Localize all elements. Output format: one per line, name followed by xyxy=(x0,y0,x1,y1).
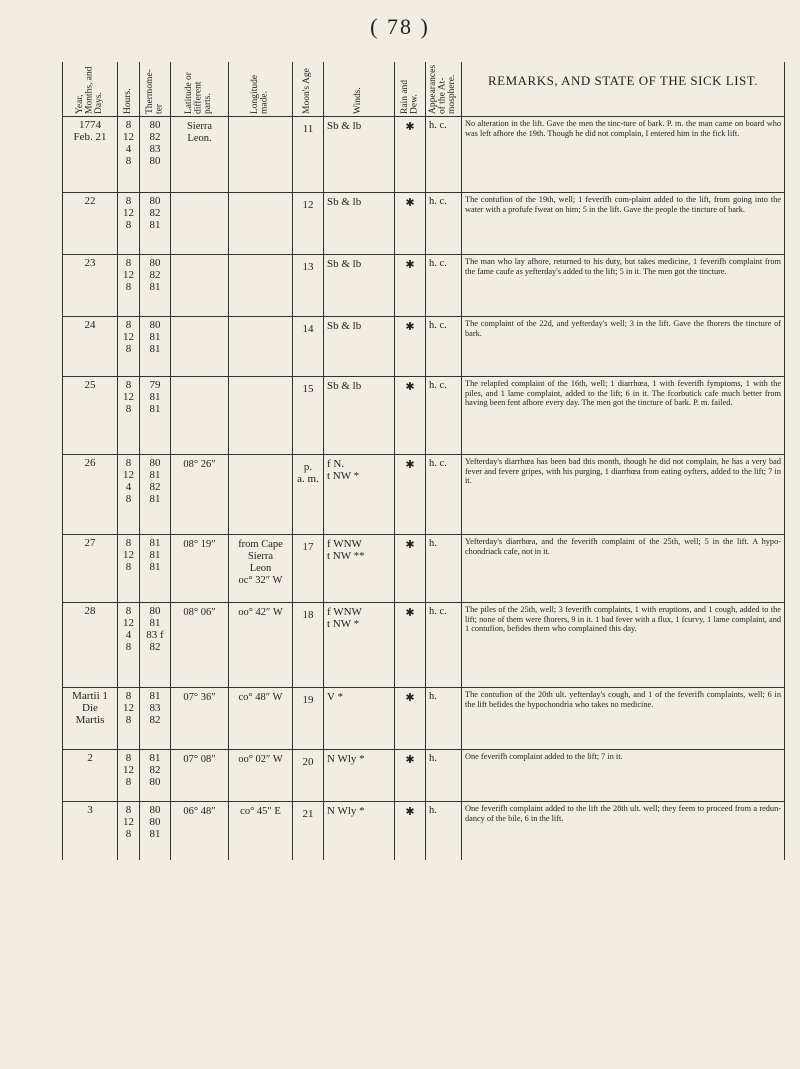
thermometer-cell-value: 83 f xyxy=(146,629,164,641)
hours-cell-value: 8 xyxy=(125,605,132,617)
hours-cell-value: 8 xyxy=(125,319,132,331)
longitude-cell xyxy=(229,193,293,255)
thermometer-cell-value: 82 xyxy=(149,131,161,143)
winds-cell: f WNW t NW * xyxy=(324,603,395,688)
rain-dew-cell: ✱ xyxy=(395,455,426,535)
winds-cell: f WNW t NW ** xyxy=(324,535,395,603)
thermometer-cell-value: 81 xyxy=(149,561,161,573)
thermometer-cell-value: 82 xyxy=(149,269,161,281)
thermometer-cell-value: 79 xyxy=(149,379,161,391)
rain-dew-cell: ✱ xyxy=(395,117,426,193)
header-latitude: Latitude or different parts. xyxy=(171,62,229,117)
remarks-cell: The contufion of the 20th ult. yefterday's cough, and 1 of the feverifh complaints, well; 6 in the lift befides the hypochondria who takes no medicine. xyxy=(462,688,785,750)
appearance-cell: h. xyxy=(426,750,462,802)
remarks-cell: One feverifh complaint added to the lift the 28th ult. well; they feem to proceed from a redun-dancy of the bile, 6 in the lift. xyxy=(462,802,785,860)
rain-dew-cell: ✱ xyxy=(395,377,426,455)
longitude-cell: co° 48″ W xyxy=(229,688,293,750)
thermometer-cell-value: 81 xyxy=(149,549,161,561)
hours-cell xyxy=(118,802,140,860)
thermometer-cell-value: 80 xyxy=(149,319,161,331)
header-hours: Hours. xyxy=(118,62,140,117)
rain-dew-cell: ✱ xyxy=(395,317,426,377)
remarks-cell: The relapfed complaint of the 16th, well; 1 diarrhœa, 1 with feverifh fymptoms, 1 with the piles, and 1 lame complaint, added to the lift; 6 in it. The fcorbutick cafe much better from having been fent afhore every day. The men got the tincture of bark. P. m. failed. xyxy=(462,377,785,455)
thermometer-cell-value: 81 xyxy=(149,752,161,764)
latitude-cell xyxy=(171,377,229,455)
moon-age-cell: 13 xyxy=(293,255,324,317)
header-rain: Rain and Dew. xyxy=(395,62,426,117)
hours-cell-value: 4 xyxy=(125,629,132,641)
thermometer-cell-value: 81 xyxy=(149,690,161,702)
hours-cell xyxy=(118,535,140,603)
hours-cell-value: 8 xyxy=(125,219,132,231)
thermometer-cell xyxy=(140,193,171,255)
hours-cell-value: 12 xyxy=(123,391,134,403)
weather-sick-list-table xyxy=(62,62,784,840)
appearance-cell: h. c. xyxy=(426,255,462,317)
date-cell: 28 xyxy=(63,603,118,688)
moon-age-cell: 11 xyxy=(293,117,324,193)
hours-cell-value: 8 xyxy=(125,457,132,469)
hours-cell xyxy=(118,317,140,377)
thermometer-cell-value: 80 xyxy=(149,816,161,828)
hours-cell-value: 8 xyxy=(125,155,132,167)
table-row xyxy=(63,750,785,802)
thermometer-cell-value: 82 xyxy=(149,481,161,493)
winds-cell: Sb & lb xyxy=(324,317,395,377)
longitude-cell xyxy=(229,317,293,377)
page-number: ( 78 ) xyxy=(370,14,430,39)
thermometer-cell xyxy=(140,688,171,750)
hours-cell-value: 8 xyxy=(125,403,132,415)
winds-cell: N Wly * xyxy=(324,750,395,802)
thermometer-cell-value: 82 xyxy=(149,764,161,776)
hours-cell xyxy=(118,193,140,255)
hours-cell-value: 8 xyxy=(125,281,132,293)
hours-cell-value: 12 xyxy=(123,764,134,776)
hours-cell-value: 12 xyxy=(123,131,134,143)
hours-cell-value: 8 xyxy=(125,493,132,505)
thermometer-cell-value: 82 xyxy=(149,641,161,653)
rain-dew-cell: ✱ xyxy=(395,193,426,255)
moon-age-cell: 15 xyxy=(293,377,324,455)
hours-cell xyxy=(118,455,140,535)
latitude-cell: 07° 36″ xyxy=(171,688,229,750)
date-cell: 27 xyxy=(63,535,118,603)
longitude-cell: oo° 02″ W xyxy=(229,750,293,802)
hours-cell xyxy=(118,255,140,317)
table-row xyxy=(63,535,785,603)
remarks-cell: The complaint of the 22d, and yefterday's well; 3 in the lift. Gave the fhorers the tincture of bark. xyxy=(462,317,785,377)
header-moon: Moon's Age xyxy=(293,62,324,117)
hours-cell-value: 12 xyxy=(123,207,134,219)
date-cell: 2 xyxy=(63,750,118,802)
header-date: Year, Months, and Days. xyxy=(63,62,118,117)
latitude-cell xyxy=(171,255,229,317)
hours-cell-value: 8 xyxy=(125,537,132,549)
hours-cell-value: 8 xyxy=(125,195,132,207)
date-cell: 26 xyxy=(63,455,118,535)
thermometer-cell-value: 80 xyxy=(149,195,161,207)
hours-cell-value: 12 xyxy=(123,617,134,629)
remarks-cell: The man who lay afhore, returned to his duty, but takes medicine, 1 feverifh complaint from the fame caufe as yefterday's added to the lift; 5 in it. The men got the tincture. xyxy=(462,255,785,317)
moon-age-cell: 20 xyxy=(293,750,324,802)
hours-cell-value: 8 xyxy=(125,343,132,355)
rain-dew-cell: ✱ xyxy=(395,750,426,802)
hours-cell-value: 8 xyxy=(125,690,132,702)
rain-dew-cell: ✱ xyxy=(395,255,426,317)
rain-dew-cell: ✱ xyxy=(395,603,426,688)
longitude-cell xyxy=(229,377,293,455)
winds-cell: Sb & lb xyxy=(324,193,395,255)
hours-cell-value: 8 xyxy=(125,804,132,816)
thermometer-cell-value: 83 xyxy=(149,143,161,155)
thermometer-cell-value: 80 xyxy=(149,257,161,269)
remarks-cell: No alteration in the lift. Gave the men the tinc-ture of bark. P. m. the man came on board who was left afhore the 19th. Though he did not complain, I entered him in the fick lift. xyxy=(462,117,785,193)
hours-cell xyxy=(118,750,140,802)
thermometer-cell-value: 81 xyxy=(149,617,161,629)
appearance-cell: h. c. xyxy=(426,117,462,193)
hours-cell-value: 8 xyxy=(125,752,132,764)
latitude-cell: Sierra Leon. xyxy=(171,117,229,193)
thermometer-cell-value: 81 xyxy=(149,331,161,343)
latitude-cell: 07° 08″ xyxy=(171,750,229,802)
date-cell: Martii 1 Die Martis xyxy=(63,688,118,750)
thermometer-cell xyxy=(140,317,171,377)
appearance-cell: h. c. xyxy=(426,455,462,535)
hours-cell-value: 8 xyxy=(125,379,132,391)
winds-cell: Sb & lb xyxy=(324,255,395,317)
longitude-cell xyxy=(229,117,293,193)
hours-cell xyxy=(118,117,140,193)
thermometer-cell xyxy=(140,750,171,802)
moon-age-cell: p. a. m. xyxy=(293,455,324,535)
hours-cell-value: 12 xyxy=(123,469,134,481)
table-row xyxy=(63,117,785,193)
hours-cell-value: 4 xyxy=(125,481,132,493)
thermometer-cell-value: 81 xyxy=(149,219,161,231)
table-row xyxy=(63,603,785,688)
thermometer-cell-value: 81 xyxy=(149,343,161,355)
latitude-cell xyxy=(171,317,229,377)
table-row xyxy=(63,193,785,255)
header-longitude: Longitude made. xyxy=(229,62,293,117)
longitude-cell xyxy=(229,255,293,317)
hours-cell-value: 8 xyxy=(125,257,132,269)
thermometer-cell-value: 80 xyxy=(149,119,161,131)
appearance-cell: h. xyxy=(426,535,462,603)
winds-cell: Sb & lb xyxy=(324,377,395,455)
remarks-cell: The contufion of the 19th, well; 1 feverifh com-plaint added to the lift, from going into the water with a profufe fweat on him; 5 in the lift. Gave the people the tincture of bark. xyxy=(462,193,785,255)
rain-dew-cell: ✱ xyxy=(395,535,426,603)
table-row xyxy=(63,802,785,860)
date-cell: 1774 Feb. 21 xyxy=(63,117,118,193)
date-cell: 25 xyxy=(63,377,118,455)
table-row xyxy=(63,377,785,455)
remarks-cell: Yefterday's diarrhœa, and the feverifh complaint of the 25th, well; 5 in the lift. A hypo-chondriack cafe, not in it. xyxy=(462,535,785,603)
latitude-cell: 08° 19″ xyxy=(171,535,229,603)
header-row xyxy=(63,62,785,117)
winds-cell: N Wly * xyxy=(324,802,395,860)
header-appearances: Appearances of the At-mosphere. xyxy=(426,62,462,117)
thermometer-cell-value: 81 xyxy=(149,281,161,293)
hours-cell-value: 8 xyxy=(125,714,132,726)
thermometer-cell-value: 83 xyxy=(149,702,161,714)
appearance-cell: h. c. xyxy=(426,193,462,255)
winds-cell: f N. t NW * xyxy=(324,455,395,535)
thermometer-cell-value: 81 xyxy=(149,469,161,481)
hours-cell-value: 8 xyxy=(125,119,132,131)
date-cell: 24 xyxy=(63,317,118,377)
hours-cell xyxy=(118,688,140,750)
winds-cell: Sb & lb xyxy=(324,117,395,193)
date-cell: 3 xyxy=(63,802,118,860)
longitude-cell: co° 45″ E xyxy=(229,802,293,860)
thermometer-cell xyxy=(140,377,171,455)
latitude-cell xyxy=(171,193,229,255)
table-row xyxy=(63,255,785,317)
appearance-cell: h. c. xyxy=(426,317,462,377)
date-cell: 23 xyxy=(63,255,118,317)
thermometer-cell xyxy=(140,455,171,535)
thermometer-cell-value: 80 xyxy=(149,804,161,816)
moon-age-cell: 14 xyxy=(293,317,324,377)
appearance-cell: h. xyxy=(426,802,462,860)
hours-cell-value: 4 xyxy=(125,143,132,155)
appearance-cell: h. c. xyxy=(426,377,462,455)
moon-age-cell: 18 xyxy=(293,603,324,688)
latitude-cell: 08° 06″ xyxy=(171,603,229,688)
header-thermometer: Thermome-ter xyxy=(140,62,171,117)
moon-age-cell: 17 xyxy=(293,535,324,603)
longitude-cell: from Cape Sierra Leon oc° 32″ W xyxy=(229,535,293,603)
header-winds: Winds. xyxy=(324,62,395,117)
thermometer-cell-value: 81 xyxy=(149,391,161,403)
longitude-cell xyxy=(229,455,293,535)
hours-cell-value: 8 xyxy=(125,776,132,788)
thermometer-cell-value: 80 xyxy=(149,776,161,788)
hours-cell-value: 8 xyxy=(125,641,132,653)
thermometer-cell xyxy=(140,802,171,860)
hours-cell-value: 8 xyxy=(125,828,132,840)
hours-cell xyxy=(118,603,140,688)
hours-cell-value: 12 xyxy=(123,549,134,561)
thermometer-cell-value: 82 xyxy=(149,714,161,726)
appearance-cell: h. c. xyxy=(426,603,462,688)
rain-dew-cell: ✱ xyxy=(395,688,426,750)
table-row xyxy=(63,688,785,750)
table-body xyxy=(63,117,785,860)
thermometer-cell xyxy=(140,603,171,688)
thermometer-cell-value: 81 xyxy=(149,403,161,415)
hours-cell-value: 12 xyxy=(123,702,134,714)
remarks-cell: Yefterday's diarrhœa has been bad this month, though he did not complain, he has a very bad fever and fevere gripes, with his purging, 1 diarrhœa from eating oyfters, added to the lift; 7 in it. xyxy=(462,455,785,535)
thermometer-cell-value: 80 xyxy=(149,605,161,617)
table-row xyxy=(63,317,785,377)
latitude-cell: 08° 26″ xyxy=(171,455,229,535)
thermometer-cell xyxy=(140,117,171,193)
hours-cell-value: 12 xyxy=(123,269,134,281)
remarks-cell: One feverifh complaint added to the lift; 7 in it. xyxy=(462,750,785,802)
thermometer-cell-value: 80 xyxy=(149,155,161,167)
hours-cell xyxy=(118,377,140,455)
thermometer-cell xyxy=(140,255,171,317)
date-cell: 22 xyxy=(63,193,118,255)
moon-age-cell: 19 xyxy=(293,688,324,750)
moon-age-cell: 21 xyxy=(293,802,324,860)
hours-cell-value: 8 xyxy=(125,561,132,573)
thermometer-cell xyxy=(140,535,171,603)
thermometer-cell-value: 80 xyxy=(149,457,161,469)
header-remarks: REMARKS, AND STATE OF THE SICK LIST. xyxy=(462,62,785,117)
rain-dew-cell: ✱ xyxy=(395,802,426,860)
thermometer-cell-value: 81 xyxy=(149,493,161,505)
thermometer-cell-value: 82 xyxy=(149,207,161,219)
moon-age-cell: 12 xyxy=(293,193,324,255)
hours-cell-value: 12 xyxy=(123,816,134,828)
log-table xyxy=(62,62,785,860)
table-row xyxy=(63,455,785,535)
winds-cell: V * xyxy=(324,688,395,750)
appearance-cell: h. xyxy=(426,688,462,750)
thermometer-cell-value: 81 xyxy=(149,828,161,840)
thermometer-cell-value: 81 xyxy=(149,537,161,549)
longitude-cell: oo° 42″ W xyxy=(229,603,293,688)
remarks-cell: The piles of the 25th, well; 3 feverifh complaints, 1 with eruptions, and 1 cough, added to the lift; none of them were fhorers, 9 in it. 1 bad fever with a flux, 1 fcurvy, 1 lame complaint, and 1 contufion, befides them who complained this day. xyxy=(462,603,785,688)
latitude-cell: 06° 48″ xyxy=(171,802,229,860)
hours-cell-value: 12 xyxy=(123,331,134,343)
